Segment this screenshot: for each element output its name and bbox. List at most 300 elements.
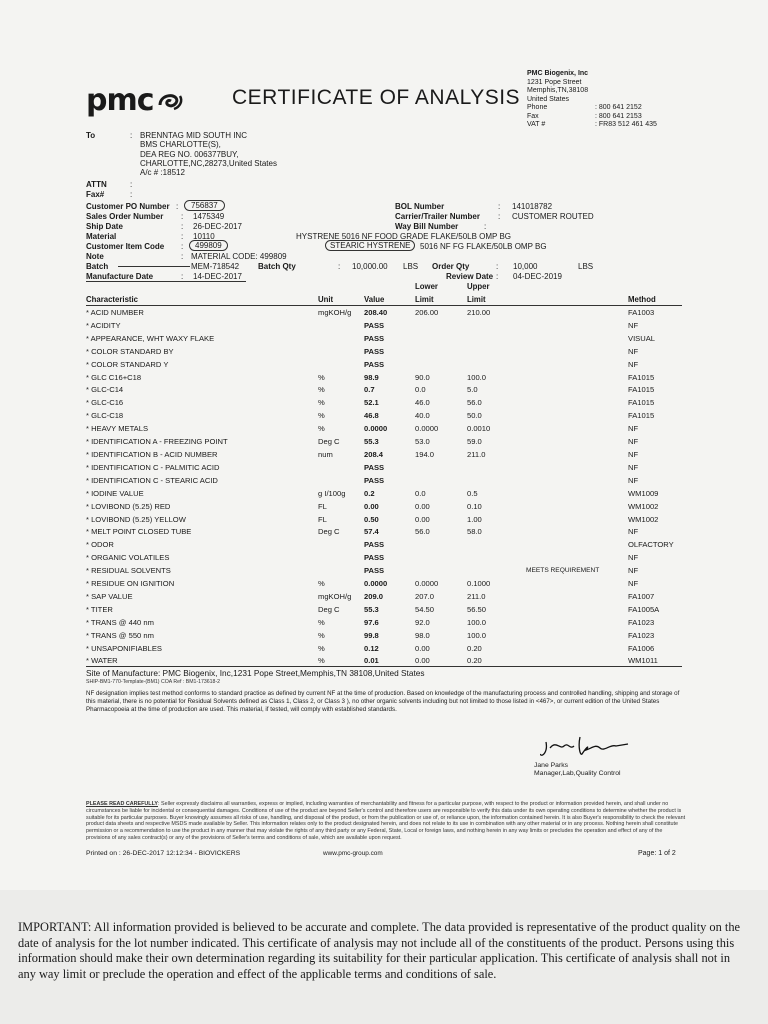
material-label: Material <box>86 232 117 241</box>
value-cell: PASS <box>364 346 385 356</box>
unit-cell: FL <box>318 514 327 524</box>
lower-limit-cell <box>415 475 467 488</box>
batch-label: Batch <box>86 262 109 271</box>
manufacture-date-label: Manufacture Date <box>86 272 154 281</box>
ship-date-value: 26-DEC-2017 <box>193 222 242 231</box>
value-cell: 0.0000 <box>364 579 388 589</box>
table-row <box>86 552 682 565</box>
table-row <box>86 488 682 501</box>
unit-cell: % <box>318 579 325 589</box>
table-row <box>86 591 682 604</box>
pmc-logo <box>86 83 184 118</box>
carrier-value: CUSTOMER ROUTED <box>512 212 594 221</box>
unit-cell: Deg C <box>318 527 340 537</box>
ship-date-label: Ship Date <box>86 222 123 231</box>
note-cell <box>526 514 628 527</box>
upper-limit-cell <box>467 552 526 565</box>
to-address <box>140 131 277 177</box>
characteristic-cell: * COLOR STANDARD Y <box>86 359 169 369</box>
value-cell: PASS <box>364 333 385 343</box>
characteristic-cell: * RESIDUAL SOLVENTS <box>86 566 171 576</box>
note-value: MATERIAL CODE: 499809 <box>191 252 287 261</box>
lower-limit-cell <box>415 320 467 333</box>
note-label: Note <box>86 252 104 261</box>
order-qty-colon: : <box>496 262 499 271</box>
disclaimer <box>86 801 686 842</box>
method-cell: FA1015 <box>628 411 655 421</box>
lower-limit-cell: 0.0000 <box>415 424 439 434</box>
table-row <box>86 501 682 514</box>
unit-cell: % <box>318 411 325 421</box>
note-cell <box>526 617 628 630</box>
upper-limit-cell: 56.50 <box>467 604 487 614</box>
value-cell: PASS <box>364 553 385 563</box>
table-row <box>86 333 682 346</box>
fax-number-label: Fax# <box>86 190 105 199</box>
characteristic-cell: * HEAVY METALS <box>86 424 149 434</box>
batch-qty-unit: LBS <box>403 262 419 271</box>
to-line: A/c # :18512 <box>140 168 185 178</box>
fax-label: Fax <box>527 112 539 120</box>
note-cell <box>526 643 628 656</box>
unit-cell: % <box>318 630 325 640</box>
table-row <box>86 320 682 333</box>
fax-number-colon: : <box>130 190 133 199</box>
unit-cell: num <box>318 449 333 459</box>
lower-limit-cell: 92.0 <box>415 617 430 627</box>
note-colon: : <box>181 252 184 261</box>
upper-limit-cell: 211.0 <box>467 449 486 459</box>
note-cell <box>526 320 628 333</box>
upper-limit-cell: 100.0 <box>467 372 487 382</box>
upper-limit-cell: 100.0 <box>467 630 487 640</box>
value-cell: 209.0 <box>364 591 384 601</box>
method-cell: WM1002 <box>628 501 659 511</box>
vat-label: VAT # <box>527 121 546 128</box>
note-cell <box>526 359 628 372</box>
item-description-circled: STEARIC HYSTRENE <box>325 240 415 251</box>
waybill-label: Way Bill Number <box>395 222 459 231</box>
lower-limit-cell: 0.00 <box>415 501 430 511</box>
template-reference: SHIP-BM1-770-Template-(BM1) COA Ref : BM1-173618-2 <box>86 679 221 685</box>
table-row <box>86 346 682 359</box>
unit-cell <box>318 346 364 359</box>
material-colon: : <box>181 232 184 241</box>
note-cell <box>526 630 628 643</box>
note-cell <box>526 475 628 488</box>
lower-limit-cell: 56.0 <box>415 527 430 537</box>
so-colon: : <box>181 212 184 221</box>
material-description: HYSTRENE 5016 NF FOOD GRADE FLAKE/50LB OMP BG <box>296 232 512 241</box>
method-cell: WM1002 <box>628 514 659 524</box>
value-cell: PASS <box>364 566 385 576</box>
characteristic-cell: * COLOR STANDARD BY <box>86 346 174 356</box>
website: www.pmc-group.com <box>323 850 383 857</box>
upper-limit-cell: 0.0010 <box>467 424 491 434</box>
value-cell: 55.3 <box>364 604 379 614</box>
table-row <box>86 578 682 591</box>
upper-limit-cell: 59.0 <box>467 437 482 447</box>
value-cell: 52.1 <box>364 398 379 408</box>
to-label: To <box>86 131 96 140</box>
lower-limit-cell: 53.0 <box>415 437 430 447</box>
company-name: PMC Biogenix, Inc <box>527 70 589 77</box>
characteristic-cell: * GLC-C16 <box>86 398 124 408</box>
upper-limit-cell: 56.0 <box>467 398 482 408</box>
lower-limit-header-2: Limit <box>415 295 434 304</box>
table-row <box>86 436 682 449</box>
po-value: 756837 <box>184 200 225 211</box>
lower-limit-cell: 206.00 <box>415 308 439 317</box>
method-cell: NF <box>628 359 639 369</box>
note-cell <box>526 384 628 397</box>
vat-value: : FR83 512 461 435 <box>595 121 657 128</box>
note-cell <box>526 307 628 320</box>
company-country: United States <box>527 95 570 103</box>
lower-limit-cell: 40.0 <box>415 411 430 421</box>
value-cell: 0.12 <box>364 643 379 653</box>
upper-limit-cell <box>467 320 526 333</box>
characteristic-cell: * UNSAPONIFIABLES <box>86 643 162 653</box>
upper-limit-cell: 0.20 <box>467 656 482 666</box>
carrier-label: Carrier/Trailer Number <box>395 212 480 221</box>
method-header: Method <box>628 295 656 304</box>
value-cell: PASS <box>364 320 385 330</box>
signature-scribble <box>540 734 630 760</box>
table-row <box>86 384 682 397</box>
unit-cell: % <box>318 656 325 666</box>
lower-limit-cell <box>415 346 467 359</box>
method-cell: FA1007 <box>628 591 655 601</box>
lower-limit-cell: 0.00 <box>415 643 430 653</box>
lower-limit-cell: 90.0 <box>415 372 430 382</box>
table-row <box>86 307 682 320</box>
characteristic-cell: * ACID NUMBER <box>86 308 144 317</box>
ship-date-colon: : <box>181 222 184 231</box>
signer-title: Manager,Lab,Quality Control <box>534 770 621 777</box>
characteristic-cell: * GLC-C14 <box>86 385 124 395</box>
order-qty-unit: LBS <box>578 262 594 271</box>
value-cell: 0.7 <box>364 385 375 395</box>
upper-limit-cell <box>467 475 526 488</box>
value-cell: PASS <box>364 540 385 550</box>
item-description: 5016 NF FG FLAKE/50LB OMP BG <box>420 242 547 251</box>
method-cell: FA1023 <box>628 617 655 627</box>
table-row <box>86 565 682 578</box>
characteristic-cell: * ORGANIC VOLATILES <box>86 553 170 563</box>
printed-on: Printed on : 26-DEC-2017 12:12:34 - BIOVICKERS <box>86 850 241 857</box>
note-cell <box>526 410 628 423</box>
table-header-rule <box>86 305 682 306</box>
attn-label: ATTN <box>86 180 107 189</box>
characteristic-cell: * SAP VALUE <box>86 591 133 601</box>
manufacture-date-value: 14-DEC-2017 <box>193 272 242 281</box>
results-table <box>86 307 682 668</box>
characteristic-cell: * TITER <box>86 604 113 614</box>
table-row <box>86 410 682 423</box>
note-cell <box>526 449 628 462</box>
method-cell: FA1015 <box>628 385 655 395</box>
table-row <box>86 449 682 462</box>
value-cell: 46.8 <box>364 411 379 421</box>
lower-limit-cell: 0.0 <box>415 488 426 498</box>
note-cell <box>526 346 628 359</box>
unit-cell <box>318 552 364 565</box>
batch-line <box>118 266 190 267</box>
method-cell: NF <box>628 424 639 434</box>
table-bottom-rule <box>86 666 682 667</box>
note-cell <box>526 604 628 617</box>
upper-limit-header-1: Upper <box>467 282 490 291</box>
item-code-label: Customer Item Code <box>86 242 165 251</box>
characteristic-cell: * MELT POINT CLOSED TUBE <box>86 527 192 537</box>
value-header: Value <box>364 295 385 304</box>
upper-limit-cell <box>467 565 526 578</box>
unit-cell: % <box>318 372 325 382</box>
method-cell: NF <box>628 553 639 563</box>
lower-limit-cell: 46.0 <box>415 398 430 408</box>
lower-limit-cell: 194.0 <box>415 449 435 459</box>
upper-limit-cell: 0.5 <box>467 488 478 498</box>
characteristic-cell: * LOVIBOND (5.25) RED <box>86 501 171 511</box>
batch-qty-colon: : <box>338 262 341 271</box>
table-row <box>86 617 682 630</box>
method-cell: WM1009 <box>628 488 659 498</box>
page-number: Page: 1 of 2 <box>638 850 676 857</box>
company-street: 1231 Pope Street <box>527 78 582 86</box>
characteristic-cell: * GLC C16+C18 <box>86 372 142 382</box>
lower-limit-cell <box>415 539 467 552</box>
characteristic-cell: * IODINE VALUE <box>86 488 144 498</box>
batch-value: MEM-718542 <box>191 262 240 271</box>
item-code-value: 499809 <box>189 240 228 251</box>
disclaimer-body: : Seller expressly disclaims all warranties, express or implied, including warranties of merchantability and fitness for a particular purpose, with respect to the product or information provided herein, and shall under no circumstances be liable for incidental or consequential damages. Conditions of use of the product are beyond Seller's control and therefore users are responsible to verify this data under its own operating conditions to determine whether the product is suitable for its particular purposes. Buyer knowingly assumes all risks of use, handling, and disposal of the product, or from the publication or use of, or reliance upon, the information contained herein. It is also Buyer's responsibility to check the relevant product data sheets and respective MSDS made available by Seller. This information relates only to the product designated herein, and does not relate to its use in combination with any other material or in any process. Nothing herein shall constitute permission or a recommendation to use the product in any manner that may violate the rights of any third party or any Federal, State, Local or foreign laws, and nothing herein in any way limits or precludes the operation and effect of any of the provisions of any sales contract(s) or any of the provisions of Seller's terms and conditions of sale, which are available upon request. <box>86 801 686 841</box>
table-row <box>86 372 682 385</box>
upper-limit-cell: 100.0 <box>467 617 487 627</box>
method-cell: NF <box>628 437 639 447</box>
unit-cell: % <box>318 385 325 395</box>
value-cell: 0.0000 <box>364 424 388 434</box>
method-cell: VISUAL <box>628 333 656 343</box>
to-line: CHARLOTTE,NC,28273,United States <box>140 158 277 168</box>
lower-limit-cell: 0.0000 <box>415 579 439 589</box>
unit-cell: % <box>318 643 325 653</box>
unit-cell: % <box>318 398 325 408</box>
upper-limit-cell <box>467 333 526 346</box>
review-date-label: Review Date <box>446 272 494 281</box>
characteristic-cell: * APPEARANCE, WHT WAXY FLAKE <box>86 333 215 343</box>
value-cell: 98.9 <box>364 372 379 382</box>
characteristic-cell: * LOVIBOND (5.25) YELLOW <box>86 514 186 524</box>
lower-limit-cell: 0.0 <box>415 385 426 395</box>
method-cell: NF <box>628 346 639 356</box>
upper-limit-cell: 5.0 <box>467 385 478 395</box>
to-colon: : <box>130 131 133 140</box>
phone-label: Phone <box>527 104 548 111</box>
attn-colon: : <box>130 180 133 189</box>
upper-limit-cell: 211.0 <box>467 591 486 601</box>
unit-cell <box>318 359 364 372</box>
method-cell: FA1023 <box>628 630 655 640</box>
value-cell: 55.3 <box>364 437 379 447</box>
method-cell: FA1005A <box>628 604 660 614</box>
manufacture-date-colon: : <box>181 272 184 281</box>
upper-limit-cell <box>467 346 526 359</box>
value-cell: 0.01 <box>364 656 379 666</box>
logo-text: pmc <box>86 83 154 118</box>
item-code-colon: : <box>181 242 184 251</box>
table-row <box>86 462 682 475</box>
upper-limit-cell: 0.20 <box>467 643 482 653</box>
method-cell: FA1006 <box>628 643 655 653</box>
upper-limit-cell: 0.1000 <box>467 579 491 589</box>
upper-limit-cell: 1.00 <box>467 514 482 524</box>
note-cell: MEETS REQUIREMENT <box>526 567 600 575</box>
note-cell <box>526 423 628 436</box>
method-cell: NF <box>628 462 639 472</box>
note-cell <box>526 552 628 565</box>
bol-value: 141018782 <box>512 202 553 211</box>
characteristic-cell: * IDENTIFICATION C - STEARIC ACID <box>86 475 218 485</box>
note-cell <box>526 436 628 449</box>
lower-limit-cell <box>415 552 467 565</box>
characteristic-cell: * ODOR <box>86 540 114 550</box>
value-cell: 208.40 <box>364 308 388 317</box>
characteristic-cell: * ACIDITY <box>86 320 121 330</box>
unit-header: Unit <box>318 295 334 304</box>
to-line: BRENNTAG MID SOUTH INC <box>140 131 247 140</box>
note-cell <box>526 333 628 346</box>
unit-cell <box>318 475 364 488</box>
table-row <box>86 630 682 643</box>
lower-limit-cell <box>415 565 467 578</box>
table-row <box>86 643 682 656</box>
carrier-colon: : <box>498 212 501 221</box>
bol-colon: : <box>498 202 501 211</box>
unit-cell: mgKOH/g <box>318 308 352 317</box>
bol-label: BOL Number <box>395 202 445 211</box>
fax-value: : 800 641 2153 <box>595 112 642 120</box>
table-row <box>86 526 682 539</box>
value-cell: 208.4 <box>364 449 384 459</box>
unit-cell <box>318 539 364 552</box>
unit-cell <box>318 565 364 578</box>
characteristic-cell: * TRANS @ 550 nm <box>86 630 154 640</box>
signer-name: Jane Parks <box>534 762 569 769</box>
unit-cell: mgKOH/g <box>318 591 352 601</box>
lower-limit-cell: 0.00 <box>415 514 430 524</box>
value-cell: 0.2 <box>364 488 375 498</box>
value-cell: PASS <box>364 475 385 485</box>
table-row <box>86 359 682 372</box>
table-row <box>86 514 682 527</box>
lower-limit-cell <box>415 333 467 346</box>
method-cell: OLFACTORY <box>628 540 674 550</box>
method-cell: FA1015 <box>628 398 655 408</box>
method-cell: NF <box>628 320 639 330</box>
note-cell <box>526 372 628 385</box>
order-block-underline <box>86 281 246 282</box>
po-label: Customer PO Number <box>86 202 170 211</box>
table-row <box>86 397 682 410</box>
method-cell: NF <box>628 566 639 576</box>
phone-value: : 800 641 2152 <box>595 104 642 111</box>
review-date-colon: : <box>496 272 499 281</box>
order-qty-value: 10,000 <box>513 262 538 271</box>
upper-limit-cell: 58.0 <box>467 527 482 537</box>
upper-limit-cell: 50.0 <box>467 411 482 421</box>
unit-cell: FL <box>318 501 327 511</box>
unit-cell: % <box>318 617 325 627</box>
company-city: Memphis,TN,38108 <box>527 87 589 94</box>
value-cell: 0.50 <box>364 514 379 524</box>
unit-cell <box>318 333 364 346</box>
method-cell: NF <box>628 579 639 589</box>
table-row <box>86 475 682 488</box>
so-label: Sales Order Number <box>86 212 164 221</box>
po-colon: : <box>176 202 179 211</box>
company-address <box>527 70 657 130</box>
unit-cell <box>318 320 364 333</box>
upper-limit-cell <box>467 462 526 475</box>
important-notice: IMPORTANT: All information provided is believed to be accurate and complete. The data provided is representative of the product quality on the date of analysis for the lot number indicated. This certificate of analysis may not include all of the constituents of the product. Persons using this information should make their own determination regarding its suitability for their particular application. This certificate of analysis shall not in any way limit or preclude the operation and effect of the applicable terms and conditions of sale. <box>18 920 741 981</box>
lower-limit-cell: 0.00 <box>415 656 430 666</box>
lower-limit-header-1: Lower <box>415 282 438 291</box>
upper-limit-cell <box>467 359 526 372</box>
characteristic-cell: * TRANS @ 440 nm <box>86 617 154 627</box>
batch-qty-value: 10,000.00 <box>352 262 388 271</box>
to-line: BMS CHARLOTTE(S), <box>140 140 221 150</box>
note-cell <box>526 397 628 410</box>
site-of-manufacture: Site of Manufacture: PMC Biogenix, Inc,1231 Pope Street,Memphis,TN 38108,United States <box>86 668 425 678</box>
unit-cell: % <box>318 424 325 434</box>
order-qty-label: Order Qty <box>432 262 470 271</box>
value-cell: PASS <box>364 359 385 369</box>
method-cell: FA1015 <box>628 372 655 382</box>
review-date-value: 04-DEC-2019 <box>513 272 562 281</box>
value-cell: 57.4 <box>364 527 379 537</box>
lower-limit-cell: 207.0 <box>415 591 435 601</box>
characteristic-header: Characteristic <box>86 295 139 304</box>
note-cell <box>526 488 628 501</box>
table-row <box>86 539 682 552</box>
disclaimer-lead: PLEASE READ CAREFULLY <box>86 801 158 807</box>
unit-cell: g I/100g <box>318 488 346 498</box>
table-row <box>86 423 682 436</box>
method-cell: FA1003 <box>628 308 655 317</box>
lower-limit-cell <box>415 359 467 372</box>
document-title: CERTIFICATE OF ANALYSIS <box>232 86 521 109</box>
value-cell: 0.00 <box>364 501 379 511</box>
so-value: 1475349 <box>193 212 225 221</box>
unit-cell: Deg C <box>318 604 340 614</box>
method-cell: NF <box>628 527 639 537</box>
characteristic-cell: * IDENTIFICATION B - ACID NUMBER <box>86 449 218 459</box>
method-cell: NF <box>628 475 639 485</box>
method-cell: NF <box>628 449 639 459</box>
batch-qty-label: Batch Qty <box>258 262 296 271</box>
characteristic-cell: * WATER <box>86 656 118 666</box>
note-cell <box>526 539 628 552</box>
table-row <box>86 604 682 617</box>
characteristic-cell: * IDENTIFICATION A - FREEZING POINT <box>86 437 228 447</box>
pmc-swirl-icon <box>156 91 184 113</box>
lower-limit-cell <box>415 462 467 475</box>
note-cell <box>526 578 628 591</box>
upper-limit-cell: 0.10 <box>467 501 482 511</box>
note-cell <box>526 462 628 475</box>
note-cell <box>526 526 628 539</box>
